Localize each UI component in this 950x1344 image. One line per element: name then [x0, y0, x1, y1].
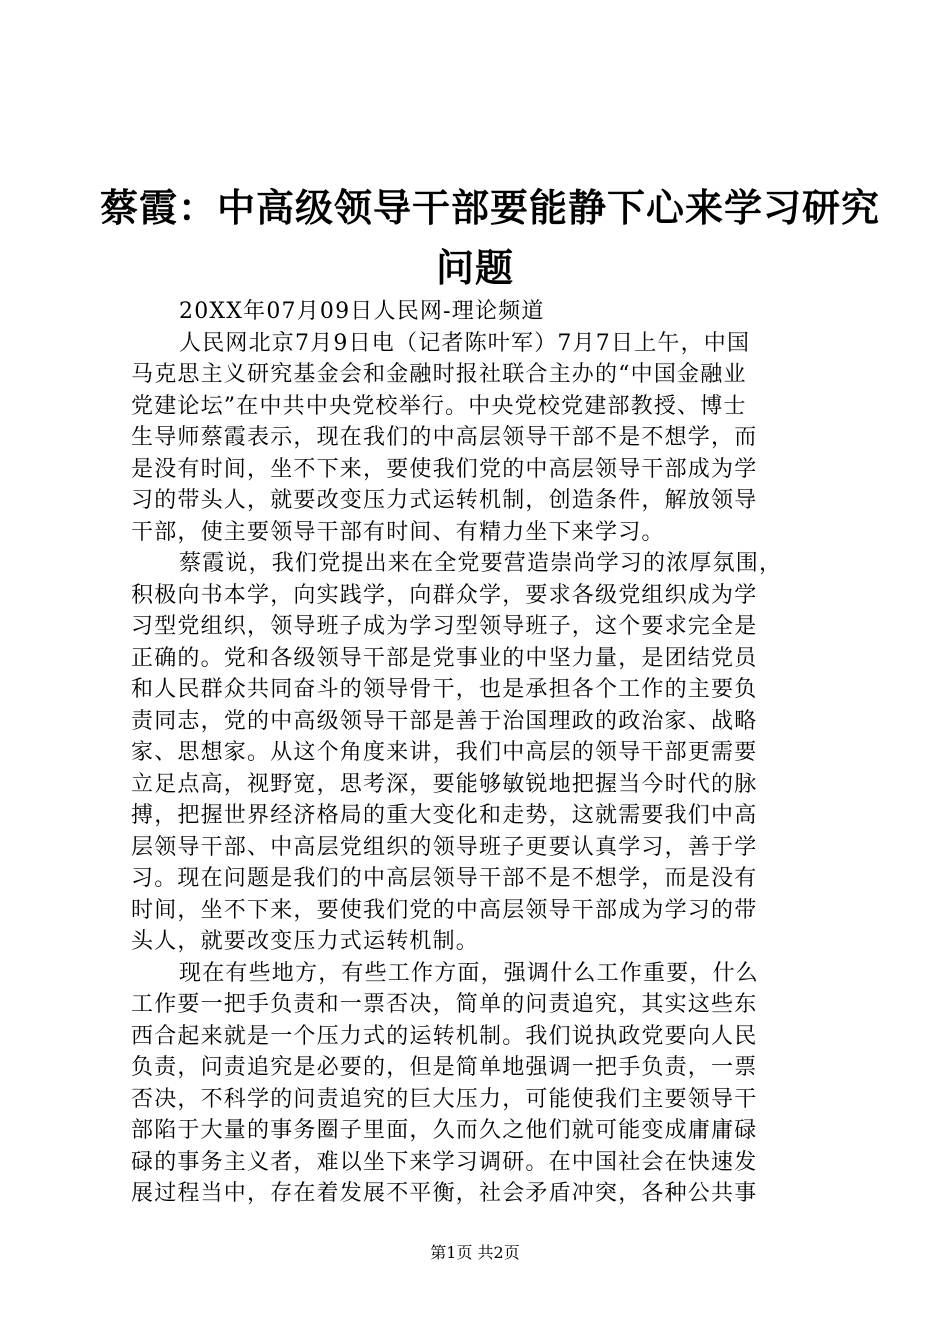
body-line: 碌的事务主义者，难以坐下来学习调研。在中国社会在快速发 [131, 1149, 758, 1175]
body-line: 马克思主义研究基金会和金融时报社联合主办的“中国金融业 [131, 362, 747, 387]
page-footer: 第1页 共2页 [430, 1243, 520, 1262]
title-line-1: 蔡霞：中高级领导干部要能静下心来学习研究 [100, 185, 881, 230]
body-line: 蔡霞说，我们党提出来在全党要营造崇尚学习的浓厚氛围， [179, 551, 783, 576]
body-line: 时间，坐不下来，要使我们党的中高层领导干部成为学习的带 [131, 897, 758, 923]
body-line: 是没有时间，坐不下来，要使我们党的中高层领导干部成为学 [131, 456, 758, 482]
body-line: 和人民群众共同奋斗的领导骨干，也是承担各个工作的主要负 [131, 677, 758, 702]
body-line: 党建论坛”在中共中央党校举行。中央党校党建部教授、博士 [131, 393, 747, 419]
body-line: 搏，把握世界经济格局的重大变化和走势，这就需要我们中高 [131, 803, 758, 828]
body-line: 习型党组织，领导班子成为学习型领导班子，这个要求完全是 [131, 614, 758, 639]
body-line: 责同志，党的中高级领导干部是善于治国理政的政治家、战略 [131, 708, 758, 734]
body-line: 否决，不科学的问责追究的巨大压力，可能使我们主要领导干 [131, 1086, 758, 1112]
body-line: 积极向书本学，向实践学，向群众学，要求各级党组织成为学 [131, 582, 758, 608]
body-line: 习。现在问题是我们的中高层领导干部不是不想学，而是没有 [131, 866, 758, 891]
body-line: 工作要一把手负责和一票否决，简单的问责追究，其实这些东 [131, 992, 758, 1017]
article-body [131, 296, 843, 1210]
body-line: 头人，就要改变压力式运转机制。 [131, 929, 480, 954]
body-line: 立足点高，视野宽，思考深，要能够敏锐地把握当今时代的脉 [131, 771, 758, 797]
title-line-2: 问题 [435, 245, 514, 290]
body-line: 西合起来就是一个压力式的运转机制。我们说执政党要向人民 [131, 1023, 758, 1049]
dateline: 20XX年07月09日人民网-理论频道 [179, 299, 545, 324]
body-line: 习的带头人，就要改变压力式运转机制，创造条件，解放领导 [131, 488, 758, 513]
body-line: 层领导干部、中高层党组织的领导班子更要认真学习，善于学 [131, 834, 758, 860]
document-title [100, 178, 881, 298]
body-line: 人民网北京7月9日电（记者陈叶军）7月7日上午，中国 [179, 330, 751, 356]
body-line: 家、思想家。从这个角度来讲，我们中高层的领导干部更需要 [131, 740, 758, 765]
body-line: 展过程当中，存在着发展不平衡，社会矛盾冲突，各种公共事 [131, 1181, 758, 1206]
body-line: 正确的。党和各级领导干部是党事业的中坚力量，是团结党员 [131, 645, 758, 671]
body-line: 负责，问责追究是必要的，但是简单地强调一把手负责，一票 [131, 1055, 758, 1080]
body-line: 部陷于大量的事务圈子里面，久而久之他们就可能变成庸庸碌 [131, 1118, 758, 1143]
body-line: 干部，使主要领导干部有时间、有精力坐下来学习。 [131, 519, 665, 545]
body-line: 生导师蔡霞表示，现在我们的中高层领导干部不是不想学，而 [131, 425, 758, 450]
body-line: 现在有些地方，有些工作方面，强调什么工作重要，什么 [179, 960, 760, 986]
